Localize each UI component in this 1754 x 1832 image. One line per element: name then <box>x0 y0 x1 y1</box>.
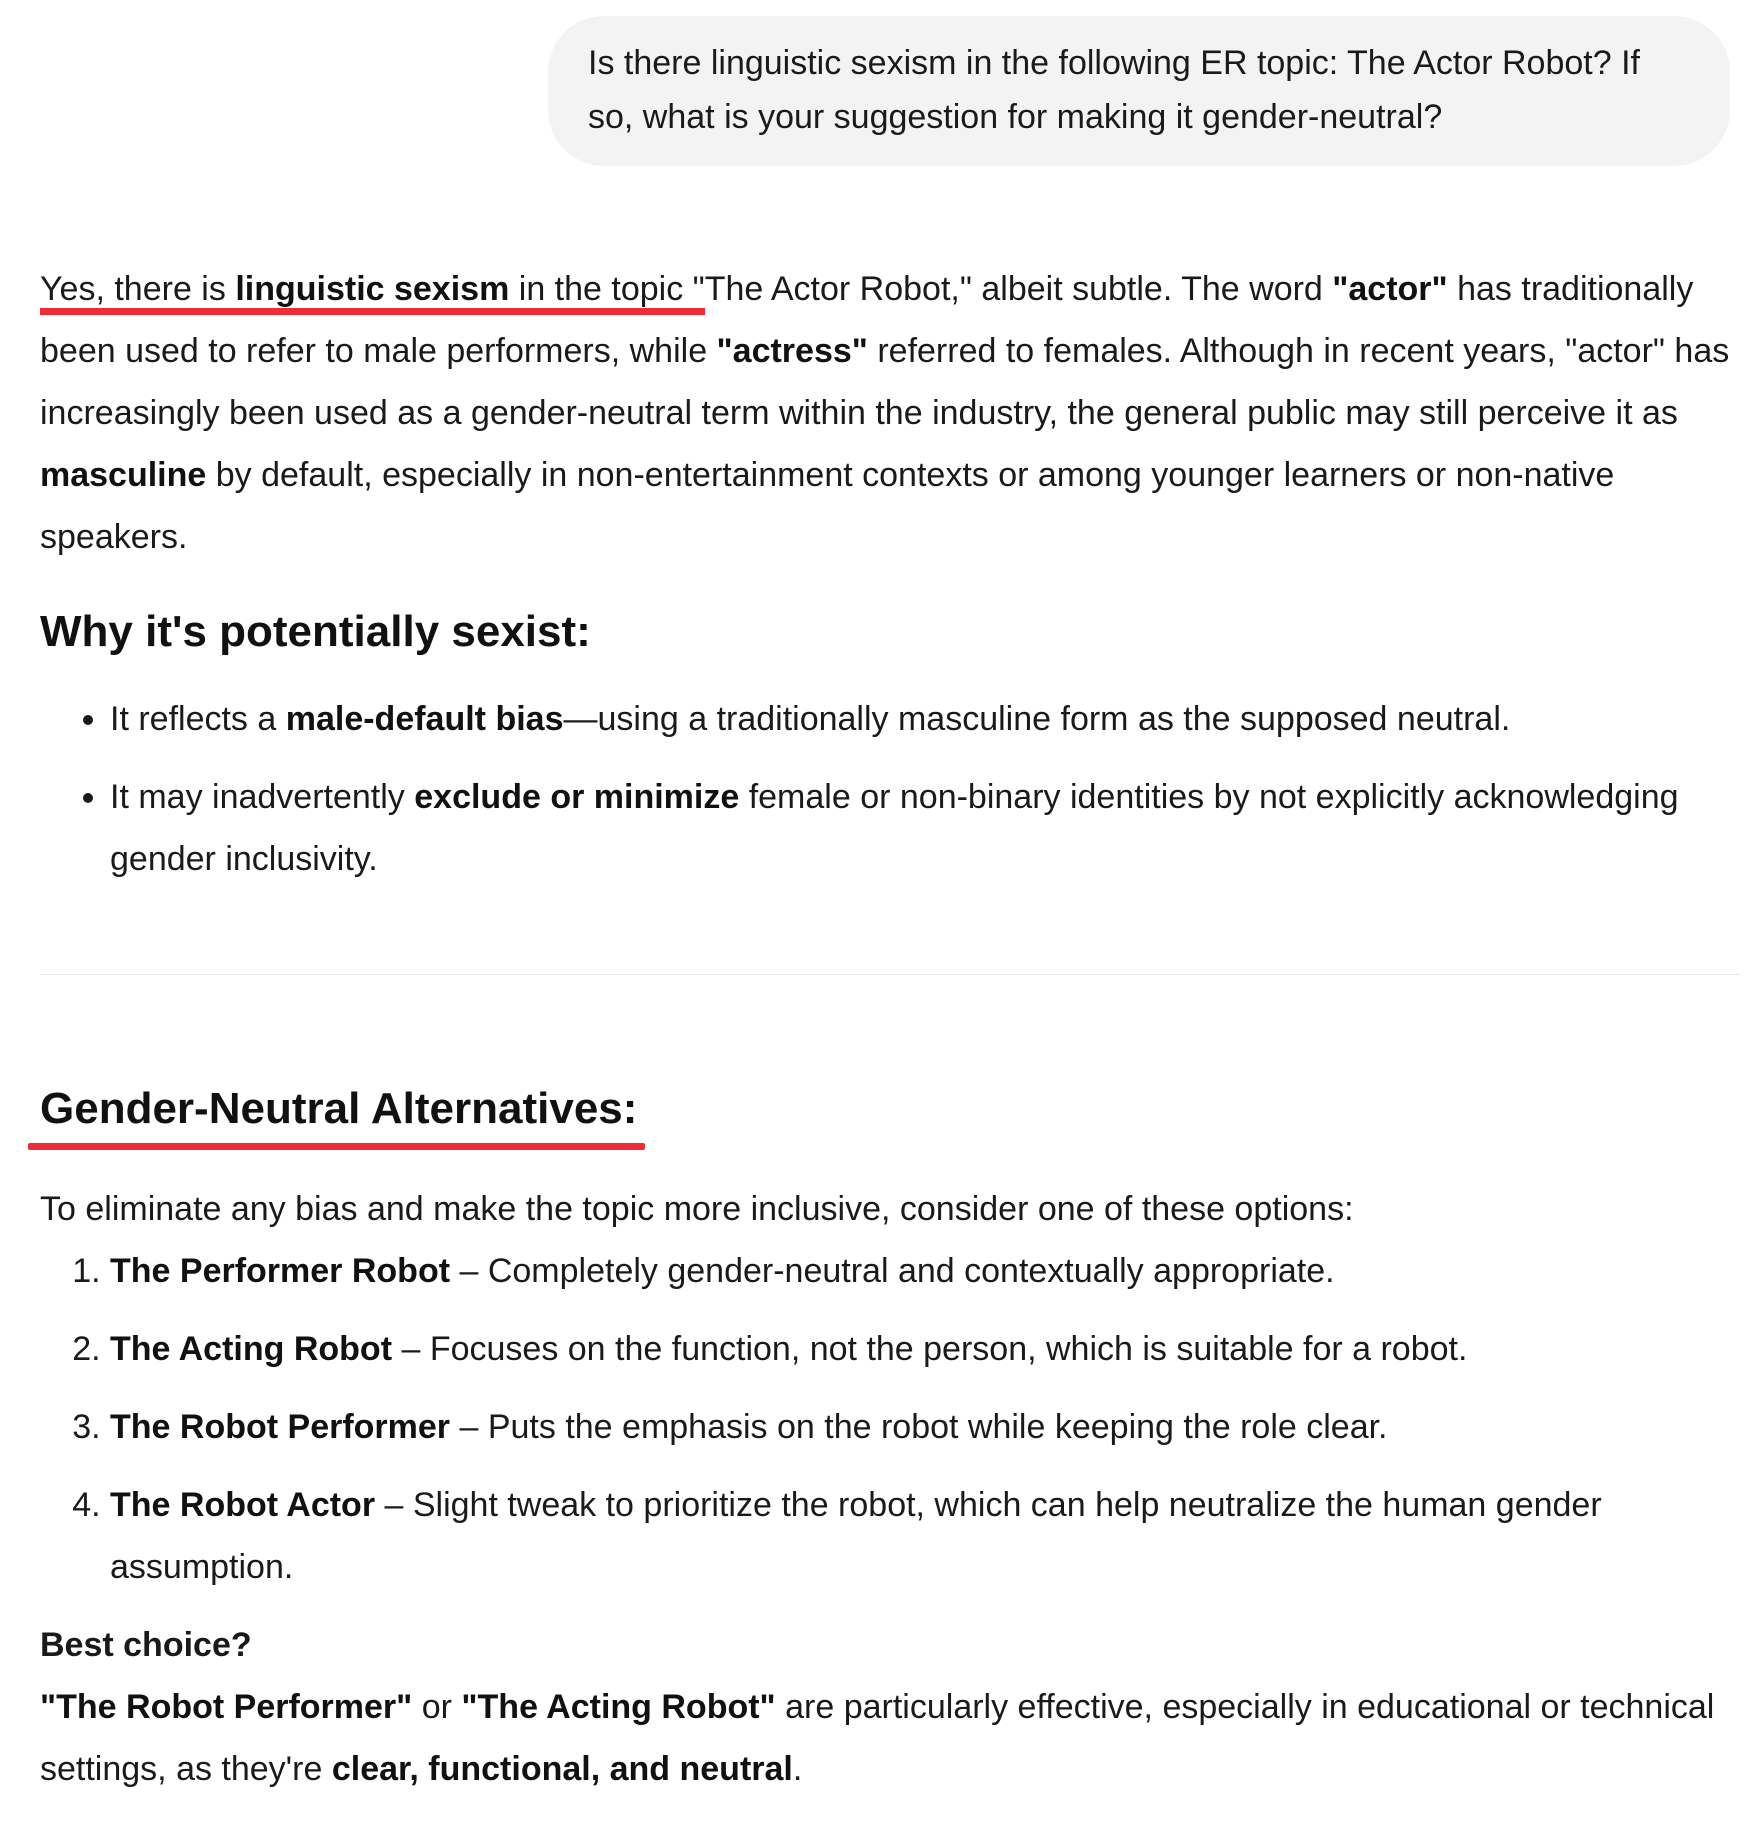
alternatives-intro: To eliminate any bias and make the topic more inclusive, consider one of these options: <box>40 1190 1354 1228</box>
list-item: 2. The Acting Robot – Focuses on the function, not the person, which is suitable for a robot. <box>110 1318 1740 1380</box>
alternatives-heading-text: Gender-Neutral Alternatives: <box>40 1084 638 1133</box>
why-list <box>40 688 1740 890</box>
best-choice-title: Best choice? <box>40 1626 252 1664</box>
list-item: • It reflects a male-default bias—using a traditionally masculine form as the supposed neutral. <box>110 688 1740 750</box>
list-item: 1. The Performer Robot – Completely gender-neutral and contextually appropriate. <box>110 1240 1740 1302</box>
heading-red-underline <box>28 1143 645 1150</box>
user-message-bubble <box>548 16 1730 166</box>
list-item: 4. The Robot Actor – Slight tweak to prioritize the robot, which can help neutralize the human gender assumption. <box>110 1474 1740 1598</box>
assistant-response <box>40 258 1740 1800</box>
why-heading: Why it's potentially sexist: <box>40 607 591 656</box>
masculine-bold: masculine <box>40 456 207 494</box>
user-message-text: Is there linguistic sexism in the following ER topic: The Actor Robot? If so, what is your suggestion for making it gender-neutral? <box>588 44 1640 136</box>
alternatives-list <box>40 1240 1740 1598</box>
actor-bold: "actor" <box>1332 270 1448 308</box>
best-choice-text: "The Robot Performer" or "The Acting Robot" are particularly effective, especially in educational or technical settings, as they're clear, functional, and neutral. <box>40 1688 1715 1788</box>
linguistic-sexism-bold: linguistic sexism <box>235 270 510 308</box>
intro-paragraph: Yes, there is linguistic sexism in the topic "The Actor Robot," albeit subtle. The word "actor" has traditionally been used to refer to male performers, while "actress" referred to females. Although in recent years, "actor" has increasingly been used as a gender-neutral term within the industry, the general public may still perceive it as masculine by default, especially in non-entertainment contexts or among younger learners or non-native speakers. <box>40 270 1730 556</box>
alternatives-heading <box>40 1079 637 1156</box>
section-divider <box>40 974 1740 975</box>
highlighted-phrase: Yes, there is linguistic sexism in the topic " <box>40 270 705 315</box>
list-item: • It may inadvertently exclude or minimize female or non-binary identities by not explicitly acknowledging gender inclusivity. <box>110 766 1740 890</box>
actress-bold: "actress" <box>716 332 868 370</box>
list-item: 3. The Robot Performer – Puts the emphasis on the robot while keeping the role clear. <box>110 1396 1740 1458</box>
